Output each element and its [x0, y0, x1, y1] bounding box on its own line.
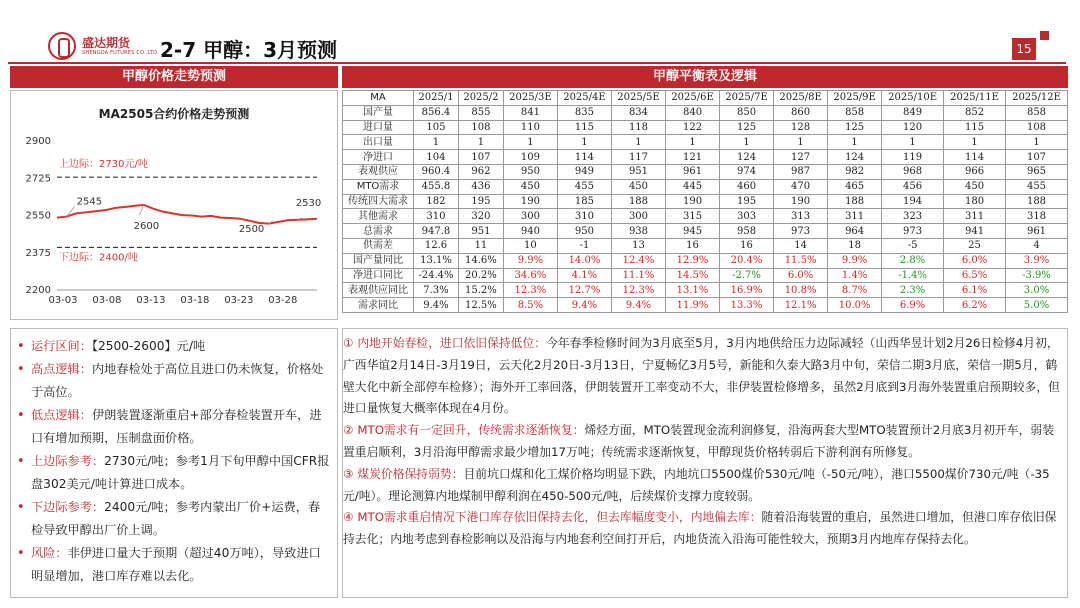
note-text: 2730元/吨；参考1月下旬甲醇中国CFR报盘302美元/吨计算进口成本。 [31, 454, 330, 491]
chart-title: MA2505合约价格走势预测 [98, 107, 250, 121]
y-tick-label: 2725 [25, 173, 51, 185]
table-cell: 6.1% [944, 283, 1006, 298]
table-cell: 110 [503, 120, 557, 135]
table-cell: 12.7% [557, 283, 611, 298]
table-column-header: 2025/12E [1006, 91, 1068, 106]
table-cell: 195 [720, 194, 774, 209]
table-cell: 7.3% [414, 283, 459, 298]
table-cell: 13.1% [666, 283, 720, 298]
table-cell: 120 [882, 120, 944, 135]
table-cell: 835 [557, 105, 611, 120]
note-text: 2400元/吨；参考内蒙出厂价+运费，春检导致甲醇出厂价上调。 [31, 500, 321, 537]
table-cell: 124 [720, 150, 774, 165]
table-cell: 465 [828, 179, 882, 194]
table-cell: 1 [944, 135, 1006, 150]
table-cell: 10.0% [828, 298, 882, 313]
table-cell: 450 [944, 179, 1006, 194]
table-cell: 190 [666, 194, 720, 209]
table-cell: 1 [414, 135, 459, 150]
table-cell: 105 [414, 120, 459, 135]
table-column-header: 2025/1 [414, 91, 459, 106]
table-cell: -3.9% [1006, 268, 1068, 283]
table-cell: 320 [458, 209, 503, 224]
annotation-label: 2545 [76, 196, 103, 208]
table-row [343, 224, 1068, 239]
logic-paragraph [343, 420, 1061, 464]
table-column-header: 2025/4E [557, 91, 611, 106]
table-cell: 6.5% [944, 268, 1006, 283]
table-row [343, 105, 1068, 120]
y-tick-label: 2550 [25, 210, 51, 222]
table-cell: 34.6% [503, 268, 557, 283]
table-header-label: MA [343, 91, 414, 106]
table-cell: 456 [882, 179, 944, 194]
balance-table [342, 90, 1068, 313]
table-row [343, 179, 1068, 194]
table-cell: 858 [1006, 105, 1068, 120]
logic-text: 目前坑口煤和化工煤价格均明显下跌，内地坑口5500煤价530元/吨（-50元/吨），港口5500煤价730元/吨（-35元/吨）。理论测算内地煤制甲醇利润在450-500元/吨，后续煤价支撑力度较弱。 [343, 466, 1050, 503]
table-cell: 20.2% [458, 268, 503, 283]
table-cell: 973 [774, 224, 828, 239]
table-cell: 834 [611, 105, 665, 120]
table-cell: 9.4% [414, 298, 459, 313]
table-cell: 961 [666, 164, 720, 179]
table-cell: 840 [666, 105, 720, 120]
table-cell: 945 [666, 224, 720, 239]
table-row [343, 135, 1068, 150]
table-cell: 9.4% [557, 298, 611, 313]
table-cell: 856.4 [414, 105, 459, 120]
logic-paragraph [343, 333, 1061, 420]
table-cell: 115 [944, 120, 1006, 135]
table-cell: 323 [882, 209, 944, 224]
price-series-line [57, 205, 317, 224]
table-cell: 12.9% [666, 253, 720, 268]
table-cell: 14 [774, 238, 828, 253]
table-row [343, 283, 1068, 298]
table-cell: 11.5% [774, 253, 828, 268]
table-cell: 965 [1006, 164, 1068, 179]
row-label: 需求同比 [343, 298, 414, 313]
table-cell: 128 [774, 120, 828, 135]
row-label: 传统四大需求 [343, 194, 414, 209]
table-column-header: 2025/3E [503, 91, 557, 106]
table-column-header: 2025/9E [828, 91, 882, 106]
table-cell: 6.0% [944, 253, 1006, 268]
table-cell: 303 [720, 209, 774, 224]
row-label: 总需求 [343, 224, 414, 239]
table-cell: 122 [666, 120, 720, 135]
table-cell: 188 [1006, 194, 1068, 209]
table-cell: 855 [458, 105, 503, 120]
table-cell: 180 [944, 194, 1006, 209]
table-cell: 115 [557, 120, 611, 135]
table-cell: 455 [557, 179, 611, 194]
table-cell: 3.9% [1006, 253, 1068, 268]
table-cell: 190 [774, 194, 828, 209]
table-cell: 311 [828, 209, 882, 224]
table-cell: 10.8% [774, 283, 828, 298]
table-cell: 9.4% [611, 298, 665, 313]
note-text: 非伊进口量大于预期（超过40万吨），导致进口明显增加，港口库存难以去化。 [31, 546, 321, 583]
table-cell: 13 [611, 238, 665, 253]
table-row [343, 194, 1068, 209]
table-cell: 6.0% [774, 268, 828, 283]
table-cell: 114 [557, 150, 611, 165]
table-cell: 13.3% [720, 298, 774, 313]
table-cell: 15.2% [458, 283, 503, 298]
table-cell: 18 [828, 238, 882, 253]
table-cell: 12.5% [458, 298, 503, 313]
table-cell: 16 [720, 238, 774, 253]
note-item [17, 335, 331, 358]
logic-heading: ② MTO需求有一定回升，传统需求逐渐恢复： [343, 423, 585, 438]
table-row [343, 209, 1068, 224]
table-cell: 849 [882, 105, 944, 120]
table-cell: 4 [1006, 238, 1068, 253]
logic-heading: ③ 煤炭价格保持弱势： [343, 466, 464, 481]
row-label: MTO需求 [343, 179, 414, 194]
row-label: 供需差 [343, 238, 414, 253]
table-row [343, 120, 1068, 135]
logic-heading: ① 内地开始春检，进口依旧保持低位： [343, 336, 547, 350]
note-text: 伊朗装置逐渐重启+部分春检装置开车，进口有增加预期，压制盘面价格。 [31, 408, 322, 445]
table-cell: 11.9% [666, 298, 720, 313]
table-cell: 1.4% [828, 268, 882, 283]
table-cell: 947.8 [414, 224, 459, 239]
table-cell: 6.9% [882, 298, 944, 313]
table-cell: 107 [458, 150, 503, 165]
note-item [17, 404, 331, 450]
upper-margin-label: 上边际：2730元/吨 [59, 159, 148, 171]
annotation-label: 2500 [238, 224, 265, 236]
row-label: 净进口同比 [343, 268, 414, 283]
table-cell: 104 [414, 150, 459, 165]
table-cell: 13.1% [414, 253, 459, 268]
table-cell: 107 [1006, 150, 1068, 165]
table-cell: 2.3% [882, 283, 944, 298]
x-tick-label: 03-28 [268, 295, 298, 306]
table-header-row [343, 91, 1068, 106]
table-cell: 313 [774, 209, 828, 224]
table-cell: 12.4% [611, 253, 665, 268]
table-cell: 300 [611, 209, 665, 224]
table-cell: 2.8% [882, 253, 944, 268]
table-row [343, 238, 1068, 253]
table-cell: 12.3% [611, 283, 665, 298]
table-cell: 960.4 [414, 164, 459, 179]
table-cell: 968 [882, 164, 944, 179]
table-cell: 858 [828, 105, 882, 120]
note-label: 运行区间： [31, 339, 92, 353]
table-cell: 938 [611, 224, 665, 239]
table-cell: -24.4% [414, 268, 459, 283]
table-cell: 5.0% [1006, 298, 1068, 313]
table-cell: 25 [944, 238, 1006, 253]
table-cell: 841 [503, 105, 557, 120]
table-cell: 125 [828, 120, 882, 135]
note-label: 下边际参考： [31, 500, 105, 514]
x-tick-label: 03-23 [224, 295, 254, 306]
row-label: 国产量同比 [343, 253, 414, 268]
table-cell: 4.1% [557, 268, 611, 283]
logic-paragraph [343, 464, 1061, 508]
table-cell: -5 [882, 238, 944, 253]
left-section-title: 甲醇价格走势预测 [10, 66, 338, 88]
forecast-notes-panel [10, 328, 338, 598]
table-row [343, 150, 1068, 165]
table-cell: 8.5% [503, 298, 557, 313]
table-cell: 470 [774, 179, 828, 194]
logic-notes-panel [342, 328, 1068, 598]
logo-subtext: SHENGDA FUTURES CO.,LTD. [82, 50, 159, 56]
y-tick-label: 2375 [25, 247, 51, 259]
annotation-label: 2600 [133, 220, 160, 232]
table-cell: 941 [944, 224, 1006, 239]
table-cell: 964 [828, 224, 882, 239]
table-cell: 14.6% [458, 253, 503, 268]
table-cell: 124 [828, 150, 882, 165]
table-cell: 852 [944, 105, 1006, 120]
table-cell: 1 [666, 135, 720, 150]
table-cell: 16 [666, 238, 720, 253]
table-cell: 11 [458, 238, 503, 253]
table-cell: -1.4% [882, 268, 944, 283]
note-item [17, 496, 331, 542]
table-cell: 455 [1006, 179, 1068, 194]
table-cell: 1 [503, 135, 557, 150]
table-cell: 850 [720, 105, 774, 120]
table-cell: 973 [882, 224, 944, 239]
table-cell: -2.7% [720, 268, 774, 283]
table-cell: 958 [720, 224, 774, 239]
table-cell: 1 [458, 135, 503, 150]
table-column-header: 2025/8E [774, 91, 828, 106]
table-cell: 20.4% [720, 253, 774, 268]
table-cell: 860 [774, 105, 828, 120]
row-label: 国产量 [343, 105, 414, 120]
note-text: 内地春检处于高位且进口仍未恢复，价格处于高位。 [31, 362, 324, 399]
table-cell: 450 [503, 179, 557, 194]
table-cell: 445 [666, 179, 720, 194]
table-cell: 108 [1006, 120, 1068, 135]
table-cell: 940 [503, 224, 557, 239]
x-tick-label: 03-03 [48, 295, 78, 306]
table-cell: 1 [611, 135, 665, 150]
table-cell: 950 [503, 164, 557, 179]
table-row [343, 253, 1068, 268]
table-cell: 1 [1006, 135, 1068, 150]
row-label: 净进口 [343, 150, 414, 165]
table-cell: 109 [503, 150, 557, 165]
y-tick-label: 2200 [25, 285, 51, 296]
row-label: 其他需求 [343, 209, 414, 224]
note-label: 风险： [31, 546, 68, 560]
logo-mark-icon [48, 32, 76, 60]
row-label: 进口量 [343, 120, 414, 135]
table-cell: 10 [503, 238, 557, 253]
table-cell: 16.9% [720, 283, 774, 298]
logic-text: 烯烃方面，MTO装置现金流利润修复，沿海两套大型MTO装置预计2月底3月初开车，弱装置重启顺利，3月沿海甲醇需求最少增加17万吨；传统需求逐渐恢复，甲醇现货价格转弱后下游利润有所修复。 [343, 423, 1054, 459]
header-divider [8, 62, 1066, 64]
table-row [343, 164, 1068, 179]
table-cell: 1 [774, 135, 828, 150]
table-cell: 119 [882, 150, 944, 165]
table-cell: 436 [458, 179, 503, 194]
table-cell: 961 [1006, 224, 1068, 239]
table-column-header: 2025/11E [944, 91, 1006, 106]
row-label: 表观供应同比 [343, 283, 414, 298]
price-chart-panel [10, 90, 338, 320]
x-tick-label: 03-13 [136, 295, 166, 306]
table-body [343, 105, 1068, 312]
table-row [343, 298, 1068, 313]
logic-text: 今年春季检修时间为3月底至5月，3月内地供给压力边际减轻（山西华昱计划2月26日检修4月初，广西华谊2月14日-3月19日，云天化2月20日-3月13日，宁夏畅亿3月5号，新能和久泰大路3月中旬，荣信二期3月底，荣信一期5月，鹤壁大化中新全部停车检修）；海外开工率回落，伊朗装置开工率变动不大，非伊装置检修增多，虽然2月底到3月海外装置重启预期较多，但进口量恢复大概率体现在4月份。 [343, 336, 1060, 416]
note-item [17, 542, 331, 588]
table-cell: 949 [557, 164, 611, 179]
table-cell: 121 [666, 150, 720, 165]
table-cell: 982 [828, 164, 882, 179]
table-cell: 8.7% [828, 283, 882, 298]
table-cell: 182 [414, 194, 459, 209]
table-cell: 951 [611, 164, 665, 179]
table-column-header: 2025/6E [666, 91, 720, 106]
table-cell: 117 [611, 150, 665, 165]
table-cell: 962 [458, 164, 503, 179]
table-cell: 188 [611, 194, 665, 209]
annotation-label: 2530 [295, 197, 322, 209]
x-tick-label: 03-18 [180, 295, 210, 306]
table-cell: 315 [666, 209, 720, 224]
table-row [343, 268, 1068, 283]
table-cell: -1 [557, 238, 611, 253]
table-cell: 6.2% [944, 298, 1006, 313]
logic-text: 随着沿海装置的重启，虽然进口增加，但港口库存依旧保持去化；内地考虑到春检影响以及沿海与内地套利空间打开后，内地货流入沿海可能性较大，预期3月内地库存保持去化。 [343, 510, 1057, 547]
table-cell: 9.9% [828, 253, 882, 268]
table-cell: 12.1% [774, 298, 828, 313]
x-tick-label: 03-08 [92, 295, 122, 306]
annotation-leader [140, 205, 144, 215]
table-cell: 12.6 [414, 238, 459, 253]
logic-heading: ④ MTO需求重启情况下港口库存依旧保持去化，但去库幅度变小，内地偏去库： [343, 510, 762, 525]
row-label: 出口量 [343, 135, 414, 150]
note-label: 上边际参考： [31, 454, 105, 468]
logic-paragraph [343, 507, 1061, 551]
table-cell: 185 [557, 194, 611, 209]
table-cell: 14.5% [666, 268, 720, 283]
table-cell: 455.8 [414, 179, 459, 194]
table-cell: 118 [611, 120, 665, 135]
note-item [17, 358, 331, 404]
table-cell: 310 [557, 209, 611, 224]
table-cell: 3.0% [1006, 283, 1068, 298]
corner-square-icon [1040, 31, 1049, 40]
table-cell: 127 [774, 150, 828, 165]
table-cell: 311 [944, 209, 1006, 224]
table-cell: 450 [611, 179, 665, 194]
y-tick-label: 2900 [25, 136, 51, 147]
price-chart [11, 91, 339, 321]
table-cell: 950 [557, 224, 611, 239]
table-cell: 310 [414, 209, 459, 224]
logo-text: 盛达期货 [82, 36, 131, 50]
table-column-header: 2025/10E [882, 91, 944, 106]
lower-margin-label: 下边际：2400/吨 [59, 252, 138, 264]
table-cell: 11.1% [611, 268, 665, 283]
table-cell: 125 [720, 120, 774, 135]
table-column-header: 2025/7E [720, 91, 774, 106]
note-label: 高点逻辑： [31, 362, 92, 376]
table-cell: 1 [720, 135, 774, 150]
note-item [17, 450, 331, 496]
table-cell: 987 [774, 164, 828, 179]
table-cell: 190 [503, 194, 557, 209]
table-cell: 194 [882, 194, 944, 209]
note-label: 低点逻辑： [31, 408, 92, 422]
table-cell: 108 [458, 120, 503, 135]
row-label: 表观供应 [343, 164, 414, 179]
table-cell: 12.3% [503, 283, 557, 298]
table-cell: 1 [557, 135, 611, 150]
table-column-header: 2025/5E [611, 91, 665, 106]
company-logo [48, 30, 159, 64]
table-cell: 974 [720, 164, 774, 179]
page-number: 15 [1012, 38, 1036, 60]
table-cell: 300 [503, 209, 557, 224]
table-cell: 188 [828, 194, 882, 209]
table-cell: 14.0% [557, 253, 611, 268]
table-cell: 966 [944, 164, 1006, 179]
table-cell: 1 [882, 135, 944, 150]
table-cell: 1 [828, 135, 882, 150]
table-column-header: 2025/2 [458, 91, 503, 106]
table-cell: 195 [458, 194, 503, 209]
table-cell: 460 [720, 179, 774, 194]
page-title: 2-7 甲醇：3月预测 [160, 38, 338, 62]
table-cell: 9.9% [503, 253, 557, 268]
right-section-title: 甲醇平衡表及逻辑 [342, 66, 1068, 88]
table-cell: 951 [458, 224, 503, 239]
note-text: 【2500-2600】元/吨 [91, 339, 206, 353]
table-cell: 114 [944, 150, 1006, 165]
table-cell: 318 [1006, 209, 1068, 224]
